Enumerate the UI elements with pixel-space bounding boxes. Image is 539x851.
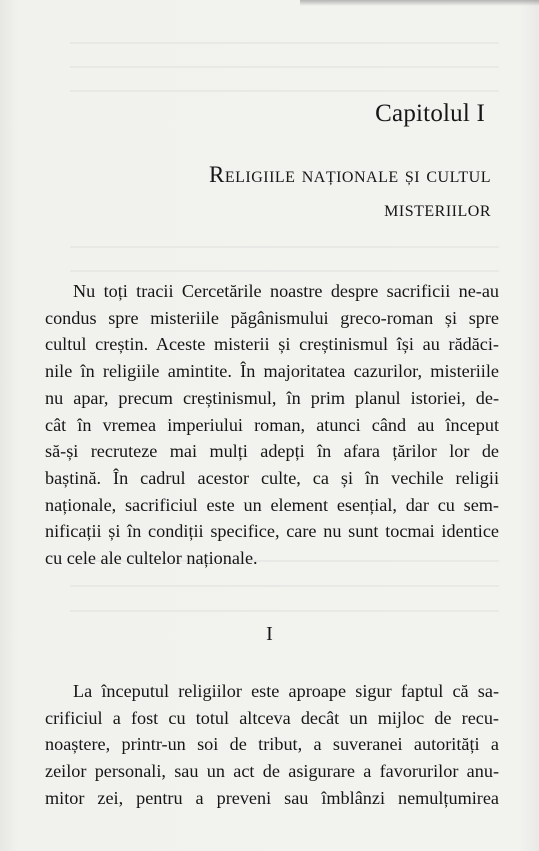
- bleed-through-line: [70, 66, 499, 68]
- text-line: baștină. În cadrul acestor culte, ca și în vechile religii: [45, 467, 499, 488]
- chapter-title-line: misteriilor: [384, 196, 491, 221]
- bleed-through-line: [70, 585, 499, 587]
- text-line: zeilor personali, sau un act de asigurare a favorurilor anu-: [45, 761, 499, 782]
- text-line: cultul creștin. Aceste misterii și creștinismul își au rădăci-: [45, 334, 499, 355]
- text-line: nu apar, precum creștinismul, în prim planul istoriei, de-: [45, 387, 499, 408]
- bleed-through-line: [70, 270, 499, 272]
- text-line: naționale, sacrificiul este un element esențial, dar cu sem-: [45, 494, 499, 515]
- bleed-through-line: [70, 42, 499, 44]
- chapter-title: [90, 158, 491, 226]
- text-line: să-și recruteze mai mulți adepți în afara țărilor lor de: [45, 441, 499, 462]
- text-line: La începutul religiilor este aproape sigur faptul că sa-: [73, 681, 499, 701]
- bleed-through-line: [70, 610, 499, 612]
- section-numeral: I: [266, 623, 273, 645]
- chapter-title-line: Religiile naționale și cultul: [208, 162, 491, 187]
- paragraph-2: [45, 678, 499, 812]
- text-line: crificiul a fost cu totul altceva decât un mijloc de recu-: [45, 707, 499, 728]
- bleed-through-line: [70, 90, 499, 92]
- text-line: cu cele ale cultelor naționale.: [45, 548, 258, 569]
- text-line: noaștere, printr-un soi de tribut, a suveranei autorități a: [45, 734, 499, 755]
- chapter-label: Capitolul I: [375, 100, 485, 127]
- text-line: mitor zei, pentru a preveni sau îmblânzi nemulțumirea: [45, 787, 499, 808]
- page-edge-shadow: [300, 0, 539, 6]
- text-line: Nu toți tracii Cercetările noastre despre sacrificii ne-au: [73, 281, 499, 301]
- text-line: nificații și în condiții specifice, care nu sunt tocmai identice: [45, 521, 499, 542]
- text-line: nile în religiile amintite. În majoritatea cazurilor, misteriile: [45, 361, 499, 382]
- text-line: cât în vremea imperiului roman, atunci când au început: [45, 414, 499, 435]
- paragraph-1: [45, 278, 499, 572]
- bleed-through-line: [70, 246, 499, 248]
- text-line: condus spre misteriile păgânismului greco-roman și spre: [45, 307, 499, 328]
